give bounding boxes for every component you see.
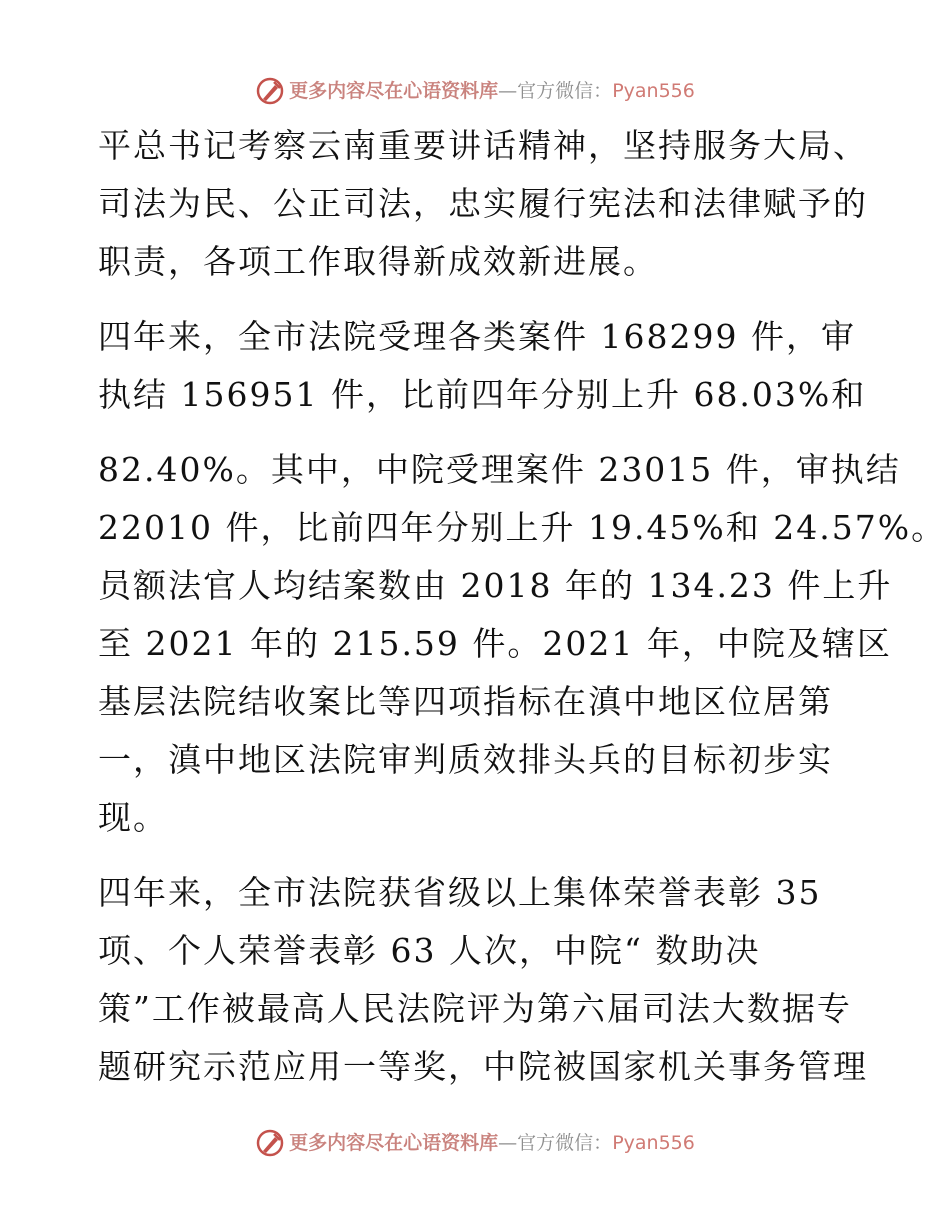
watermark-header	[0, 76, 950, 106]
text-line: 基层法院结收案比等四项指标在滇中地区位居第	[98, 682, 833, 721]
watermark-footer	[0, 1128, 950, 1158]
text-line: 四年来，全市法院获省级以上集体荣誉表彰 35	[98, 873, 822, 912]
text-line: 职责，各项工作取得新成效新进展。	[98, 242, 658, 281]
watermark-official-label: 官方微信：	[517, 80, 613, 102]
text-line: 题研究示范应用一等奖，中院被国家机关事务管理	[98, 1047, 868, 1086]
watermark-main-text: 更多内容尽在心语资料库	[289, 1132, 499, 1154]
watermark-wechat-id: Pyan556	[612, 80, 695, 102]
text-line: 项、个人荣誉表彰 63 人次，中院“ 数助决	[98, 931, 761, 970]
watermark-main-text: 更多内容尽在心语资料库	[289, 80, 499, 102]
text-line: 现。	[98, 798, 168, 837]
watermark-separator: —	[498, 1132, 518, 1154]
watermark-official-label: 官方微信：	[517, 1132, 613, 1154]
text-line: 执结 156951 件，比前四年分别上升 68.03%和	[98, 375, 867, 414]
text-line: 至 2021 年的 215.59 件。2021 年，中院及辖区	[98, 624, 892, 663]
text-line: 平总书记考察云南重要讲话精神，坚持服务大局、	[98, 126, 868, 165]
text-line: 四年来，全市法院受理各类案件 168299 件，审	[98, 317, 856, 356]
text-line: 策”工作被最高人民法院评为第六届司法大数据专	[98, 989, 852, 1028]
quill-logo-icon	[255, 76, 285, 106]
text-line: 22010 件，比前四年分别上升 19.45%和 24.57%。	[98, 508, 947, 547]
quill-logo-icon	[255, 1128, 285, 1158]
watermark-separator: —	[498, 80, 518, 102]
text-line: 82.40%。其中，中院受理案件 23015 件，审执结	[98, 450, 901, 489]
text-line: 一，滇中地区法院审判质效排头兵的目标初步实	[98, 740, 833, 779]
text-line: 员额法官人均结案数由 2018 年的 134.23 件上升	[98, 566, 893, 605]
text-line: 司法为民、公正司法，忠实履行宪法和法律赋予的	[98, 184, 868, 223]
watermark-wechat-id: Pyan556	[612, 1132, 695, 1154]
